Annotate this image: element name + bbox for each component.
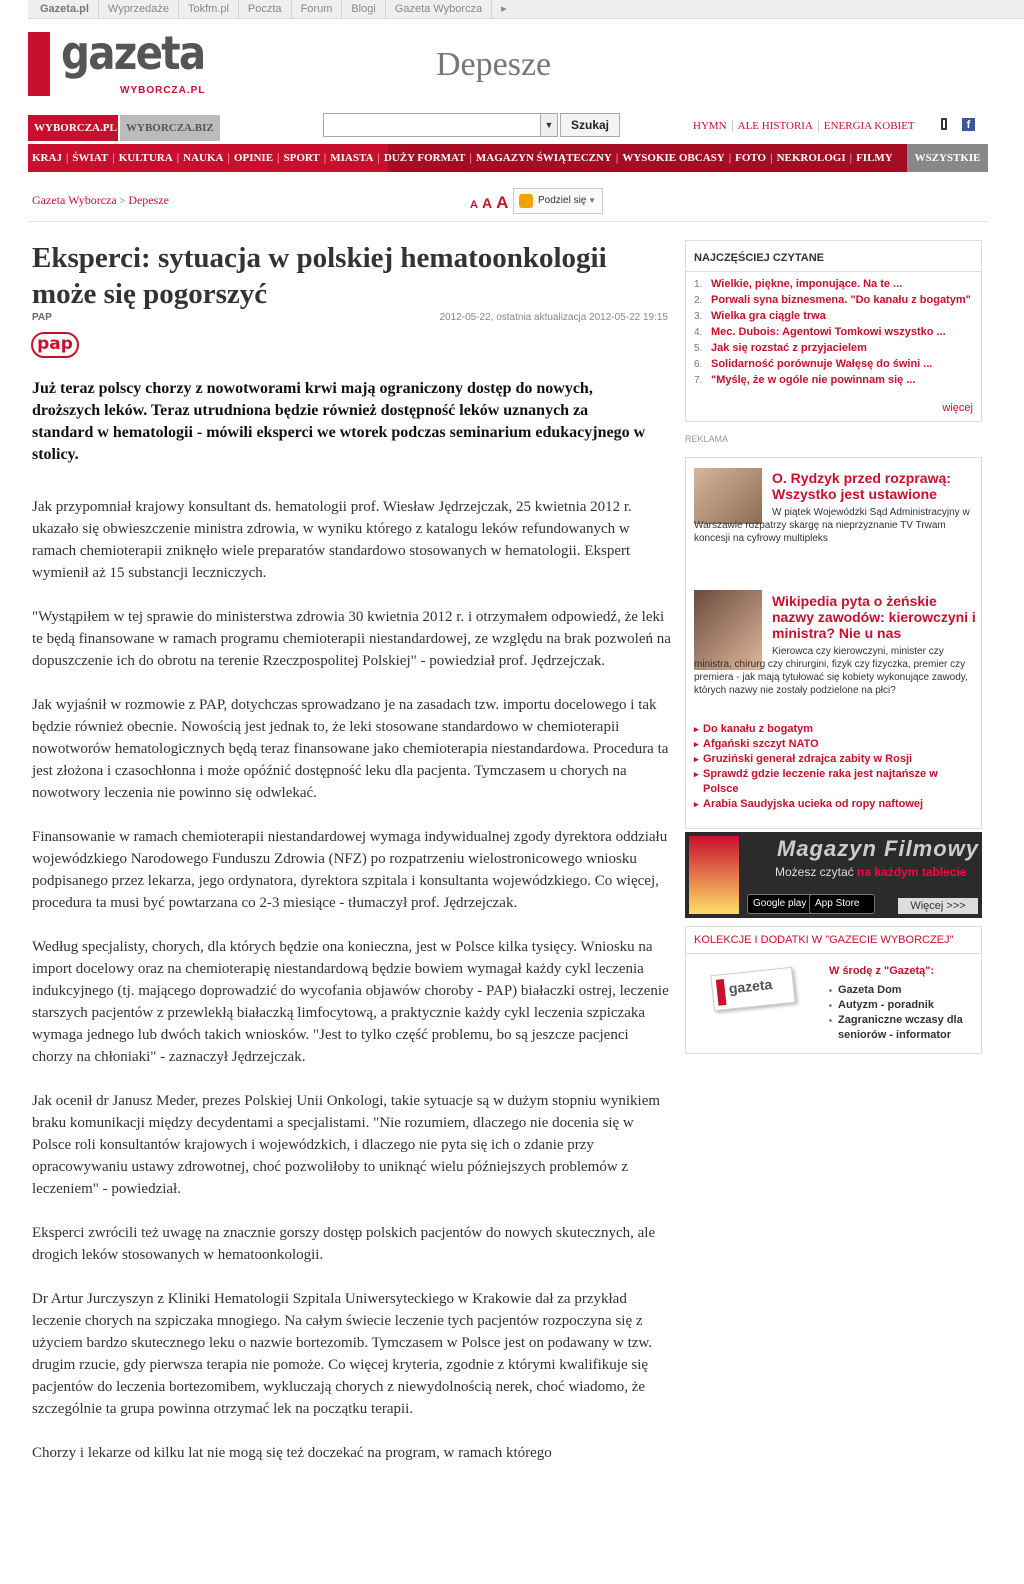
most-read-title: NAJCZĘŚCIEJ CZYTANE <box>686 241 981 272</box>
most-read-box <box>685 240 982 422</box>
tab-wyborcza-biz[interactable]: WYBORCZA.BIZ <box>120 115 220 141</box>
most-read-item[interactable]: 1. Wielkie, piękne, imponujące. Na te ... <box>694 278 903 290</box>
article-paragraph: Jak ocenił dr Janusz Meder, prezes Polskiej Unii Onkologi, takie sytuacje są w dużym stopniu wynikiem braku komunikacji między decydentami a specjalistami. "Nie rozumiem, dlaczego nie docenia się w Polsce roli konsultantów krajowych i wojewódzkich, i dlaczego nie pyta się ich o zdanie przy opracowywaniu ustawy zdrowotnej, choć pozwoliłoby to uniknąć wielu późniejszych problemów z leczeniem" - powiedział. <box>32 1093 661 1197</box>
nav-item-kultura[interactable]: KULTURA <box>118 152 173 164</box>
promo-link[interactable]: ▸ Do kanału z bogatym <box>694 722 974 737</box>
portal-link-wyprzedaze[interactable]: Wyprzedaże <box>98 0 178 19</box>
article-paragraph: Jak przypomniał krajowy konsultant ds. hematologii prof. Wiesław Jędrzejczak, 25 kwietnia 2012 r. ukazało się obwieszczenie ministra zdrowia, w wyniku którego z katalogu leków refundowanych w ramach chemioterapii zniknęło wiele preparatów standardowo stosowanych w hematologii. Ekspert wymienił aż 15 substancji leczniczych. <box>32 499 632 581</box>
font-size-controls <box>470 193 512 213</box>
nav-items: KRAJ | ŚWIAT | KULTURA | NAUKA | OPINIE | SPORT | MIASTA | DUŻY FORMAT | MAGAZYN ŚWIĄTECZNY | WYSOKIE OBCASY | FOTO | NEKROLOGI | FILMY <box>28 144 897 172</box>
nav-item-miasta[interactable]: MIASTA <box>330 152 374 164</box>
mobile-phone-icon[interactable] <box>941 118 947 130</box>
main-nav <box>28 144 988 172</box>
search-input[interactable] <box>323 113 541 137</box>
nav-item-kraj[interactable]: KRAJ <box>32 152 62 164</box>
portal-link-blogi[interactable]: Blogi <box>341 0 384 19</box>
nav-item-nekrologi[interactable]: NEKROLOGI <box>776 152 846 164</box>
nav-item-duzy-format[interactable]: DUŻY FORMAT <box>383 152 466 164</box>
collections-item[interactable]: ▪ Zagraniczne wczasy dla seniorów - informator <box>829 1013 979 1043</box>
nav-item-foto[interactable]: FOTO <box>735 152 767 164</box>
portal-link-forum[interactable]: Forum <box>291 0 342 19</box>
promo-link[interactable]: ▸ Gruziński generał zdrajca zabity w Rosji <box>694 752 974 767</box>
article-body <box>32 496 672 1486</box>
link-ale-historia[interactable]: ALE HISTORIA <box>732 120 818 132</box>
app-store-button[interactable]: App Store <box>809 894 875 914</box>
article-agency: PAP <box>32 312 52 323</box>
collections-heading: W środę z "Gazetą": <box>829 965 935 977</box>
promo-title[interactable]: O. Rydzyk przed rozprawą: Wszystko jest ustawione <box>772 470 951 502</box>
nav-item-opinie[interactable]: OPINIE <box>233 152 274 164</box>
logo-subtitle: WYBORCZA.PL <box>120 85 206 96</box>
most-read-item[interactable]: 4. Mec. Dubois: Agentowi Tomkowi wszystko ... <box>694 326 946 338</box>
share-label: Podziel się <box>538 195 587 206</box>
promo-link[interactable]: ▸ Arabia Saudyjska ucieka od ropy naftowej <box>694 797 974 812</box>
search-button[interactable]: Szukaj <box>560 113 620 137</box>
promo-link[interactable]: ▸ Sprawdź gdzie leczenie raka jest najtańsze w Polsce <box>694 767 974 797</box>
article-paragraph: Eksperci zwrócili też uwagę na znacznie gorszy dostęp polskich pacjentów do nowych skutecznych, ale drogich leków stosowanych w hematoonkologii. <box>32 1225 656 1263</box>
tab-wyborcza[interactable]: WYBORCZA.PL <box>28 115 118 141</box>
nav-item-wszystkie[interactable]: WSZYSTKIE <box>907 144 988 172</box>
article-date: 2012-05-22, ostatnia aktualizacja 2012-05-22 19:15 <box>439 312 668 323</box>
logo-red-bar <box>28 32 50 96</box>
promo-text: W piątek Wojewódzki Sąd Administracyjny w Warszawie rozpatrzy skargę na nieprzyznanie TV Trwam koncesji na cyfrowy multipleks <box>694 507 970 544</box>
google-play-button[interactable]: Google play <box>747 894 819 914</box>
breadcrumb-arrow-icon: > <box>119 196 126 207</box>
pap-logo: pap <box>31 332 79 358</box>
collections-item[interactable]: ▪ Gazeta Dom <box>829 983 979 998</box>
nav-item-swiat[interactable]: ŚWIAT <box>72 152 109 164</box>
collections-image-text: gazeta <box>727 976 773 997</box>
nav-item-magazyn[interactable]: MAGAZYN ŚWIĄTECZNY <box>475 152 612 164</box>
article-paragraph: Według specjalisty, chorych, dla których będzie ona konieczna, jest w Polsce kilka tysięcy. Wniosku na import docelowy oraz na chemioterapię niestandardową będzie bowiem wymagał każdy cykl leczenia indukcyjnego (tj. mającego doprowadzić do wycofania objawów choroby - PAP) białaczki ostrej, leczenie starszych pacjentów z przewlekłą białaczką limfocytową, a praktycznie każdy cykl leczenia szpiczaka wymaga jednego lub dwóch takich wniosków. "Jest to tylko część problemu, bo są jeszcze pacjenci chorzy na chłoniaki" - zaznaczył Jędrzejczak. <box>32 939 669 1065</box>
header-divider <box>28 221 988 222</box>
nav-item-wysokie-obcasy[interactable]: WYSOKIE OBCASY <box>622 152 725 164</box>
logo-word: gazeta <box>61 26 205 80</box>
article-paragraph: Jak wyjaśnił w rozmowie z PAP, dotychczas sprowadzano je na zasadach tzw. importu docelowego i tak będzie również obecnie. Nowością jest jednak to, że leki stosowane standardowo w chemioterapii nowotworów hematologicznych będą teraz finansowane jako chemioterapia niestandardowa. Procedura ta jest złożona i czasochłonna i może opóźnić dostępność leku dla pacjenta. Tymczasem u chorych na nowotwory leczenia nie powinno się odwlekać. <box>32 697 669 801</box>
collections-image[interactable] <box>710 967 795 1011</box>
font-size-small-button[interactable]: A <box>470 199 478 211</box>
font-size-large-button[interactable]: A <box>496 193 509 212</box>
magazine-title: Magazyn Filmowy <box>777 836 980 861</box>
link-hymn[interactable]: HYMN <box>693 120 727 132</box>
portal-more-arrow-icon[interactable]: ▸ <box>491 0 516 19</box>
article-paragraph: Finansowanie w ramach chemioterapii niestandardowej wymaga indywidualnej zgody dyrektora oddziału wojewódzkiego Narodowego Funduszu Zdrowia (NFZ) po rozpatrzeniu wielostronicowego wniosku podpisanego przez lekarza, jego ordynatora, dyrektora szpitala i konsultanta wojewódzkiego. Co więcej, procedura ta musi być powtarzana co 2-3 miesiące - tłumaczył prof. Jędrzejczak. <box>32 829 668 911</box>
magazine-subtitle: Możesz czytać na każdym tablecie <box>775 865 967 879</box>
portal-link-poczta[interactable]: Poczta <box>238 0 291 19</box>
magazine-more-button[interactable]: Więcej >>> <box>898 898 978 914</box>
promo-links <box>694 722 974 812</box>
font-size-medium-button[interactable]: A <box>481 195 493 211</box>
promo-box <box>685 457 982 829</box>
portal-link-gazeta[interactable]: Gazeta.pl <box>40 3 89 15</box>
most-read-item[interactable]: 5. Jak się rozstać z przyjacielem <box>694 342 867 354</box>
portal-link-wyborcza[interactable]: Gazeta Wyborcza <box>385 0 491 19</box>
article-headline: Eksperci: sytuacja w polskiej hematoonkologii może się pogorszyć <box>32 242 607 310</box>
nav-item-sport[interactable]: SPORT <box>283 152 320 164</box>
share-icon <box>519 194 533 208</box>
portal-link-tokfm[interactable]: Tokfm.pl <box>178 0 238 19</box>
utility-links <box>688 120 920 132</box>
breadcrumb-current[interactable]: Depesze <box>128 193 169 207</box>
promo-title[interactable]: Wikipedia pyta o żeńskie nazwy zawodów: kierowczyni i ministra? Nie u nas <box>772 593 976 641</box>
search-dropdown-icon[interactable]: ▼ <box>540 113 558 137</box>
magazine-banner[interactable] <box>685 832 982 918</box>
section-title: Depesze <box>436 46 552 83</box>
most-read-more-link[interactable]: więcej <box>942 402 973 414</box>
article-paragraph: Chorzy i lekarze od kilku lat nie mogą się też doczekać na program, w ramach którego <box>32 1445 552 1461</box>
breadcrumb <box>32 193 169 208</box>
share-button[interactable] <box>513 188 603 214</box>
breadcrumb-home[interactable]: Gazeta Wyborcza <box>32 193 117 207</box>
nav-item-filmy[interactable]: FILMY <box>856 152 893 164</box>
article-lead: Już teraz polscy chorzy z nowotworami krwi mają ograniczony dostęp do nowych, droższych leków. Teraz utrudniona będzie również dostępność leków uznanych za standard w hematologii - mówili eksperci we wtorek podczas seminarium edukacyjnego w stolicy. <box>32 380 646 463</box>
collections-item[interactable]: ▪ Autyzm - poradnik <box>829 998 979 1013</box>
promo-text: Kierowca czy kierowczyni, minister czy ministra, chirurg czy chirurgini, fizyk czy fizyczka, premier czy premiera - jak mają tytułować się kobiety wykonujące zawody, których nazwy nie zostały podzielone na płci? <box>694 646 968 696</box>
link-energia-kobiet[interactable]: ENERGIA KOBIET <box>818 120 920 132</box>
facebook-icon[interactable]: f <box>962 118 975 131</box>
promo-link[interactable]: ▸ Afgański szczyt NATO <box>694 737 974 752</box>
most-read-item[interactable]: 3. Wielka gra ciągle trwa <box>694 310 826 322</box>
nav-item-nauka[interactable]: NAUKA <box>183 152 224 164</box>
most-read-item[interactable]: 2. Porwali syna biznesmena. "Do kanału z bogatym" <box>694 294 971 306</box>
site-logo[interactable] <box>28 26 206 98</box>
ad-label: REKLAMA <box>685 434 729 444</box>
magazine-cover <box>689 836 739 914</box>
most-read-item[interactable]: 7. "Myślę, że w ogóle nie powinnam się ... <box>694 374 916 386</box>
collections-box <box>685 926 982 1054</box>
portal-bar <box>28 0 1024 19</box>
collections-list <box>829 983 979 1043</box>
collections-title[interactable]: KOLEKCJE I DODATKI W "GAZECIE WYBORCZEJ" <box>686 927 981 954</box>
most-read-item[interactable]: 6. Solidarność porównuje Wałęsę do świni ... <box>694 358 933 370</box>
chevron-down-icon: ▼ <box>588 196 596 205</box>
article-paragraph: Dr Artur Jurczyszyn z Kliniki Hematologii Szpitala Uniwersyteckiego w Krakowie dał za przykład leczenie chorych na szpiczaka mnogiego. Na całym świecie leczenie tych pacjentów rozpoczyna się z użyciem bardzo skutecznego leku o nazwie bortezomib. Tymczasem w Polsce jest on podawany w tzw. drugim rzucie, gdy pierwsza terapia nie pomoże. Co więcej kryteria, zgodnie z którymi kwalifikuje się pacjentów do leczenia bortezomibem, wykluczają chorych z niewydolnością nerek, choć wiadomo, że szczególnie ta grupa powinna otrzymać lek na początku terapii. <box>32 1291 653 1417</box>
article-paragraph: "Wystąpiłem w tej sprawie do ministerstwa zdrowia 30 kwietnia 2012 r. i otrzymałem odpowiedź, że leki te będą finansowane w ramach programu chemioterapii niestandardowej, ze względu na brak pozwoleń na dopuszczenie ich do obrotu na terenie Rzeczpospolitej Polskiej" - powiedział prof. Jędrzejczak. <box>32 609 671 669</box>
